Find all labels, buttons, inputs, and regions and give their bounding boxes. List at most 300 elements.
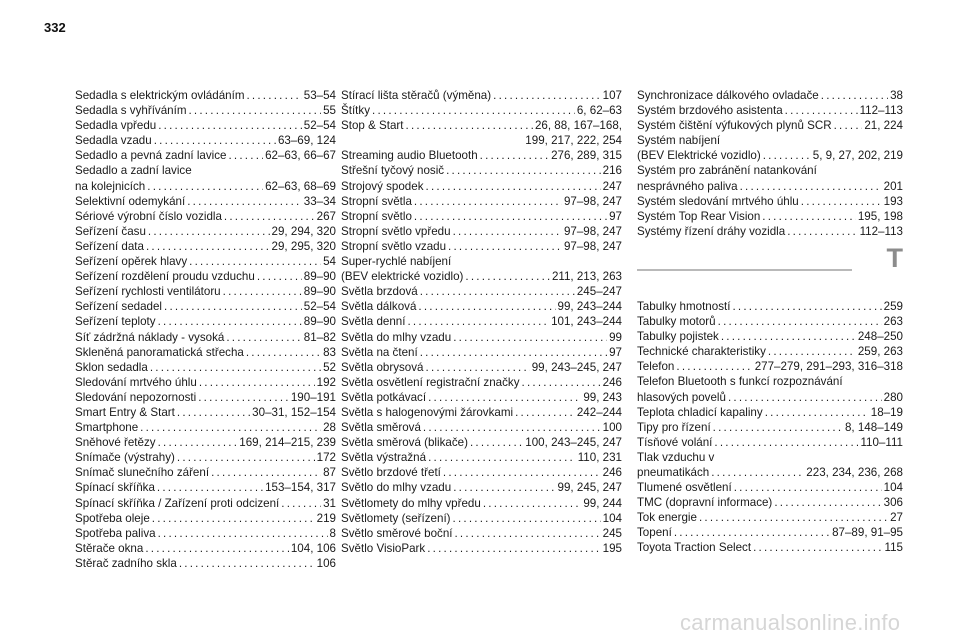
- dot-leader: [453, 224, 562, 239]
- index-entry-text: Tlak vzduchu v: [637, 450, 715, 464]
- dot-leader: [734, 480, 882, 495]
- index-entry-pages: 172: [316, 451, 336, 465]
- index-entry-label: Sklon sedadla: [75, 360, 148, 374]
- index-entry-pages: 263: [883, 315, 903, 329]
- index-entry: [75, 390, 336, 405]
- index-entry: [75, 435, 336, 450]
- index-entry-label: Seřízení času: [75, 224, 146, 238]
- index-entry-label: Štítky: [341, 104, 370, 118]
- index-entry-label: Snímač slunečního záření: [75, 466, 210, 480]
- index-entry: [637, 88, 903, 103]
- watermark: carmanualsonline.info: [680, 610, 901, 635]
- dot-leader: [154, 133, 276, 148]
- index-entry-pages: 89–90: [303, 315, 336, 329]
- index-entry-pages: 106: [316, 556, 336, 570]
- section-divider-t: [637, 242, 903, 290]
- index-entry-pages: 219: [316, 511, 336, 525]
- index-entry: [75, 118, 336, 133]
- index-entry: [637, 103, 903, 118]
- index-entry-pages: 246: [602, 466, 622, 480]
- index-entry-text: Telefon Bluetooth s funkcí rozpoznávání: [637, 375, 843, 389]
- dot-leader: [765, 405, 869, 420]
- index-entry-label: Smart Entry & Start: [75, 405, 175, 419]
- index-entry-pages: 306: [883, 496, 903, 510]
- index-entry-label: Tipy pro řízení: [637, 420, 711, 434]
- index-entry-pages: 26, 88, 167–168,: [534, 119, 622, 133]
- index-entry-pages: 99, 243: [583, 390, 622, 404]
- index-entry: [637, 194, 903, 209]
- index-entry-label: Telefon: [637, 360, 675, 374]
- index-entry: [637, 510, 903, 525]
- index-entry: [637, 480, 903, 495]
- index-entry: [637, 314, 903, 329]
- dot-leader: [281, 496, 321, 511]
- index-entry-pages: 97: [609, 345, 622, 359]
- index-entry-label: Sledování nepozornosti: [75, 390, 197, 404]
- index-entry-label: Stropní světlo vzadu: [341, 239, 447, 253]
- index-entry-label: Spínací skříňka: [75, 481, 155, 495]
- index-entry-pages: 83: [323, 345, 336, 359]
- index-entry-label: Sedadla vzadu: [75, 134, 152, 148]
- index-entry: [341, 179, 622, 194]
- index-entry-label: hlasových povelů: [637, 390, 726, 404]
- index-entry-label: Síť zádržná náklady - vysoká: [75, 330, 225, 344]
- index-entry-pages: 195, 198: [857, 209, 903, 223]
- index-entry-pages: 62–63, 66–67: [265, 149, 336, 163]
- index-entry-label: Světlo do mlhy vzadu: [341, 481, 452, 495]
- index-entry-label: Smartphone: [75, 421, 139, 435]
- index-entry: [341, 148, 622, 163]
- dot-leader: [428, 450, 576, 465]
- index-entries-t: [637, 299, 903, 556]
- index-entry: [75, 239, 336, 254]
- index-entry-label: Skleněná panoramatická střecha: [75, 345, 244, 359]
- index-entry-pages: 87–89, 91–95: [832, 526, 903, 540]
- dot-leader: [420, 345, 607, 360]
- index-entry-pages: 104: [602, 511, 622, 525]
- index-entry-label: Teplota chladicí kapaliny: [637, 405, 763, 419]
- index-entry-pages: 211, 213, 263: [551, 270, 622, 284]
- index-entry-pages-continued: 199, 217, 222, 254: [525, 134, 622, 148]
- index-entry: [341, 465, 622, 480]
- dot-leader: [177, 450, 315, 465]
- index-entry-label: Sériové výrobní číslo vozidla: [75, 209, 222, 223]
- dot-leader: [228, 148, 263, 163]
- dot-leader: [699, 510, 888, 525]
- index-entry-pages: 153–154, 317: [265, 481, 336, 495]
- index-entry: [75, 284, 336, 299]
- dot-leader: [740, 179, 882, 194]
- index-entry-pages: 110, 231: [577, 451, 622, 465]
- index-entry-label: Tabulky pojistek: [637, 330, 719, 344]
- index-entry-pages: 195: [602, 541, 622, 555]
- dot-leader: [483, 496, 581, 511]
- index-entry: [341, 511, 622, 526]
- dot-leader: [522, 375, 601, 390]
- index-entry-label: Seřízení opěrek hlavy: [75, 255, 188, 269]
- index-entry: [341, 345, 622, 360]
- index-entry-pages: 193: [883, 194, 903, 208]
- index-entry: [341, 360, 622, 375]
- index-entry-pages: 29, 295, 320: [271, 239, 336, 253]
- dot-leader: [427, 541, 600, 556]
- dot-leader: [420, 284, 575, 299]
- index-entry-label: Světla na čtení: [341, 345, 418, 359]
- dot-leader: [211, 465, 321, 480]
- index-entry-pages: 89–90: [303, 270, 336, 284]
- index-entry: [637, 344, 903, 359]
- dot-leader: [152, 511, 315, 526]
- index-entry-label: Světlo brzdové třetí: [341, 466, 441, 480]
- index-entry-pages: 101, 243–244: [551, 315, 622, 329]
- index-column-1: [75, 88, 336, 571]
- index-entry: [341, 526, 622, 541]
- index-entry: [75, 133, 336, 148]
- dot-leader: [763, 148, 811, 163]
- dot-leader: [246, 88, 301, 103]
- index-entry-pages: 192: [316, 375, 336, 389]
- dot-leader: [146, 239, 270, 254]
- index-entry-label: Spotřeba paliva: [75, 526, 156, 540]
- index-entry-pages: 99, 245, 247: [557, 481, 622, 495]
- index-entry-pages: 62–63, 68–69: [265, 179, 336, 193]
- dot-leader: [446, 163, 601, 178]
- index-entry-label: nesprávného paliva: [637, 179, 738, 193]
- dot-leader: [443, 465, 601, 480]
- index-entry-pages: 247: [602, 179, 622, 193]
- index-entry: [637, 465, 903, 480]
- index-entry-label: Světla denní: [341, 315, 406, 329]
- index-entry-label: Světlomety do mlhy vpředu: [341, 496, 481, 510]
- index-entry: [75, 224, 336, 239]
- page-header: [0, 0, 960, 50]
- index-entry-label: (BEV elektrické vozidlo): [341, 270, 464, 284]
- dot-leader: [768, 344, 856, 359]
- index-entry: [341, 299, 622, 314]
- index-entry: [341, 194, 622, 209]
- index-entry-pages: 259, 263: [857, 345, 903, 359]
- dot-leader: [157, 480, 263, 495]
- dot-leader: [453, 511, 601, 526]
- index-entry-label: Světla výstražná: [341, 451, 427, 465]
- dot-leader: [480, 148, 549, 163]
- index-entry-label: Toyota Traction Select: [637, 541, 752, 555]
- index-entry: [75, 88, 336, 103]
- dot-leader: [148, 224, 270, 239]
- index-entry-label: Střešní tyčový nosič: [341, 164, 445, 178]
- index-entry-label: Technické charakteristiky: [637, 345, 766, 359]
- dot-leader: [147, 179, 263, 194]
- index-entry: [341, 209, 622, 224]
- dot-leader: [426, 360, 530, 375]
- index-entry: [341, 450, 622, 465]
- index-entry-label: Systém Top Rear Vision: [637, 209, 761, 223]
- index-entry: [75, 375, 336, 390]
- index-entry-label: Světlo VisioPark: [341, 541, 426, 555]
- dot-leader: [177, 405, 250, 420]
- dot-leader: [515, 405, 575, 420]
- index-entry-pages: 99: [609, 330, 622, 344]
- index-entry: [75, 314, 336, 329]
- index-entry: [341, 390, 622, 405]
- index-entry-label: Seřízení data: [75, 239, 144, 253]
- index-entries-s: [637, 88, 903, 239]
- index-entry-pages: 100: [602, 421, 622, 435]
- index-entry-label: Topení: [637, 526, 672, 540]
- dot-leader: [834, 118, 863, 133]
- dot-leader: [718, 314, 882, 329]
- dot-leader: [150, 360, 321, 375]
- dot-leader: [821, 88, 888, 103]
- dot-leader: [414, 209, 607, 224]
- index-entry-label: Snímače (výstrahy): [75, 451, 175, 465]
- dot-leader: [801, 194, 882, 209]
- index-entry: [341, 496, 622, 511]
- index-entry-pages: 8, 148–149: [844, 420, 903, 434]
- index-entry-label: Sledování mrtvého úhlu: [75, 375, 197, 389]
- dot-leader: [728, 390, 882, 405]
- index-entry-pages: 89–90: [303, 285, 336, 299]
- dot-leader: [224, 209, 315, 224]
- index-entry-pages: 242–244: [576, 405, 622, 419]
- index-entry-label: Světlomety (seřízení): [341, 511, 451, 525]
- index-entry: [75, 526, 336, 541]
- dot-leader: [406, 118, 533, 133]
- dot-leader: [164, 299, 302, 314]
- index-entry-pages: 21, 224: [864, 119, 903, 133]
- index-entry-pages: 97–98, 247: [563, 194, 622, 208]
- index-entry-pages: 201: [883, 179, 903, 193]
- index-entry: [75, 420, 336, 435]
- index-entry: [637, 405, 903, 420]
- index-entry-label: na kolejnicích: [75, 179, 146, 193]
- index-entry: [341, 239, 622, 254]
- index-entry: [75, 179, 336, 194]
- dot-leader: [453, 480, 555, 495]
- index-entry: [75, 541, 336, 556]
- dot-leader: [470, 435, 523, 450]
- index-entry: [75, 450, 336, 465]
- index-entry: [75, 103, 336, 118]
- index-entry: [75, 194, 336, 209]
- dot-leader: [493, 88, 601, 103]
- dot-leader: [465, 269, 550, 284]
- index-entry-pages: 63–69, 124: [277, 134, 336, 148]
- index-entry-pages: 190–191: [290, 390, 336, 404]
- index-entry-label: Sněhové řetězy: [75, 436, 156, 450]
- index-entry-label: Systémy řízení dráhy vozidla: [637, 224, 786, 238]
- index-entry-label: Synchronizace dálkového ovladače: [637, 89, 819, 102]
- index-entry-pages: 29, 294, 320: [271, 224, 336, 238]
- index-entry-label: Světla s halogenovými žárovkami: [341, 405, 514, 419]
- index-entry-label: Stírací lišta stěračů (výměna): [341, 89, 492, 102]
- index-entry-pages: 81–82: [303, 330, 336, 344]
- index-entry-label: TMC (dopravní informace): [637, 496, 773, 510]
- index-entry-label: Systém sledování mrtvého úhlu: [637, 194, 799, 208]
- index-entry: [75, 299, 336, 314]
- index-entry: [341, 435, 622, 450]
- index-entry: [75, 405, 336, 420]
- index-entry: [75, 148, 336, 163]
- index-entry-pages: 33–34: [303, 194, 336, 208]
- index-entry-pages: 28: [323, 421, 336, 435]
- dot-leader: [426, 179, 601, 194]
- index-entry: [637, 148, 903, 163]
- index-entry-label: Světla obrysová: [341, 360, 424, 374]
- index-entry-pages: 97: [609, 209, 622, 223]
- index-entry: [75, 465, 336, 480]
- index-entry-label: Spínací skříňka / Zařízení proti odcizení: [75, 496, 280, 510]
- index-entry-pages: 104: [883, 481, 903, 495]
- index-entry-pages: 5, 9, 27, 202, 219: [812, 149, 903, 163]
- index-entry-label: Stropní světlo: [341, 209, 412, 223]
- index-entry-pages: 18–19: [870, 405, 903, 419]
- index-entry-label: Světla do mlhy vzadu: [341, 330, 452, 344]
- index-entry: [75, 330, 336, 345]
- dot-leader: [226, 330, 301, 345]
- dot-leader: [423, 420, 601, 435]
- dot-leader: [428, 390, 581, 405]
- index-entry-label: Světla potkávací: [341, 390, 427, 404]
- dot-leader: [223, 284, 302, 299]
- dot-leader: [145, 541, 289, 556]
- index-entry: [637, 179, 903, 194]
- index-entry-text: Systém nabíjení: [637, 134, 721, 148]
- index-entry: [341, 269, 622, 284]
- index-entry-pages: 97–98, 247: [563, 224, 622, 238]
- index-entry-pages: 216: [602, 164, 622, 178]
- dot-leader: [711, 465, 804, 480]
- dot-leader: [753, 540, 882, 555]
- index-entry: [75, 209, 336, 224]
- index-entry-text: Sedadlo a zadní lavice: [75, 164, 192, 178]
- index-entry-label: Tísňové volání: [637, 435, 713, 449]
- index-entry: [341, 480, 622, 495]
- dot-leader: [762, 209, 856, 224]
- index-entry-label: Sedadla s elektrickým ovládáním: [75, 89, 245, 102]
- index-entry-label: Tlumené osvětlení: [637, 481, 732, 495]
- index-entry: [75, 360, 336, 375]
- index-entry-label: Systém čištění výfukových plynů SCR: [637, 119, 832, 133]
- index-entry: [637, 525, 903, 540]
- index-entry: [637, 359, 903, 374]
- index-entry-pages: 31: [323, 496, 336, 510]
- index-entry: [637, 118, 903, 133]
- index-entry-label: Spotřeba oleje: [75, 511, 150, 525]
- dot-leader: [418, 299, 555, 314]
- dot-leader: [787, 224, 857, 239]
- index-entry: [341, 103, 622, 118]
- dot-leader: [189, 254, 321, 269]
- index-entry-pages: 54: [323, 255, 336, 269]
- index-entry-label: Seřízení sedadel: [75, 300, 163, 314]
- index-entry-label: Tok energie: [637, 511, 697, 525]
- dot-leader: [414, 194, 562, 209]
- index-entry-pages: 52–54: [303, 300, 336, 314]
- dot-leader: [187, 194, 302, 209]
- index-entry: [75, 254, 336, 269]
- index-entry-pages: 104, 106: [290, 541, 336, 555]
- index-entry-label: Streaming audio Bluetooth: [341, 149, 478, 163]
- dot-leader: [246, 345, 321, 360]
- index-entry-label: Tabulky hmotností: [637, 299, 731, 313]
- index-entry-pages: 53–54: [303, 89, 336, 102]
- index-entry-pages: 100, 243–245, 247: [525, 436, 622, 450]
- index-entry-label: Světla dálková: [341, 300, 417, 314]
- index-entry-text: Systém pro zabránění natankování: [637, 164, 817, 178]
- dot-leader: [453, 330, 607, 345]
- index-entry: [341, 314, 622, 329]
- index-entry: [341, 405, 622, 420]
- index-entry: [637, 299, 903, 314]
- index-entry: [75, 480, 336, 495]
- dot-leader: [198, 390, 289, 405]
- index-entry: [341, 541, 622, 556]
- index-entry: [341, 224, 622, 239]
- index-entry-pages: 245: [602, 526, 622, 540]
- index-entry: [341, 375, 622, 390]
- index-entry: [75, 269, 336, 284]
- index-entry-pages: 107: [602, 89, 622, 102]
- dot-leader: [140, 420, 321, 435]
- index-entry-label: Světla brzdová: [341, 285, 418, 299]
- index-entry-label: Světla směrová (blikače): [341, 436, 468, 450]
- index-entry: [341, 163, 622, 178]
- index-entry: [75, 496, 336, 511]
- index-entry-label: Sedadla s vyhříváním: [75, 104, 187, 118]
- index-entry: [637, 540, 903, 555]
- dot-leader: [257, 269, 302, 284]
- index-entry-text: Super-rychlé nabíjení: [341, 255, 452, 269]
- index-entry-pages: 8: [329, 526, 336, 540]
- index-entry-label: Seřízení rychlosti ventilátoru: [75, 285, 221, 299]
- index-entry-pages: 6, 62–63: [576, 104, 622, 118]
- dot-leader: [732, 299, 881, 314]
- index-entry-pages: 259: [883, 299, 903, 313]
- index-entry-label: Stop & Start: [341, 119, 404, 133]
- index-entry-label: Stěrač zadního skla: [75, 556, 177, 570]
- index-entry-label: Světla osvětlení registrační značky: [341, 375, 520, 389]
- index-entry: [75, 345, 336, 360]
- index-entry-pages: 246: [602, 375, 622, 389]
- index-entry-pages: 245–247: [576, 285, 622, 299]
- index-entry-pages: 223, 234, 236, 268: [806, 465, 903, 479]
- index-entry: [341, 284, 622, 299]
- index-entry: [75, 511, 336, 526]
- index-entry: [75, 556, 336, 571]
- dot-leader: [158, 118, 302, 133]
- index-entry: [637, 390, 903, 405]
- dot-leader: [714, 435, 858, 450]
- index-entry-pages: 99, 243–245, 247: [531, 360, 622, 374]
- index-entry-label: Seřízení rozdělení proudu vzduchu: [75, 270, 255, 284]
- index-entry: [341, 330, 622, 345]
- dot-leader: [713, 420, 843, 435]
- index-entry-pages: 112–113: [859, 224, 903, 238]
- index-entry-label: Selektivní odemykání: [75, 194, 186, 208]
- index-entry-pages: 52: [323, 360, 336, 374]
- index-entry-pages: 99, 243–244: [557, 300, 622, 314]
- index-entry-pages: 110–111: [860, 435, 903, 449]
- index-entry-label: (BEV Elektrické vozidlo): [637, 149, 761, 163]
- dot-leader: [407, 314, 549, 329]
- index-entry-pages: 99, 244: [583, 496, 622, 510]
- index-entry-label: Světla směrová: [341, 421, 421, 435]
- index-entry: [341, 118, 622, 133]
- index-entry-pages: 55: [323, 104, 336, 118]
- dot-leader: [785, 103, 858, 118]
- section-rule: [637, 269, 852, 271]
